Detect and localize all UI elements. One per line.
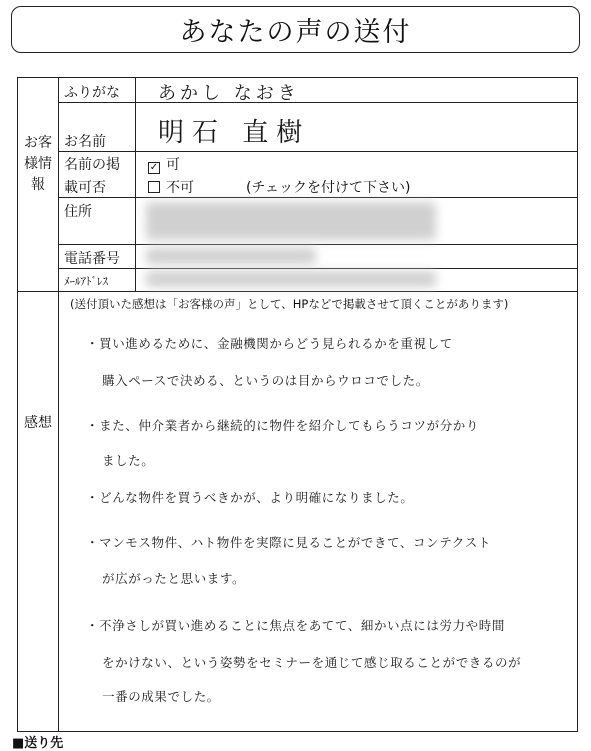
publish-option-no[interactable]: 不可 [148, 177, 194, 197]
customer-info-label: お客様情報 [24, 135, 52, 193]
comment-line: 購入ペースで決める、というのは目からウロコでした。 [102, 373, 429, 388]
publish-option-yes[interactable]: ✓ 可 [149, 157, 180, 173]
footer-heading: ■送り先 [12, 736, 64, 751]
name-label: お名前 [64, 134, 106, 150]
divider [58, 197, 577, 198]
page-title: あなたの声の送付 [11, 6, 580, 53]
comment-line: ・不浄さしが買い進めることに焦点をあてて、細かい点には労力や時間 [86, 618, 505, 633]
comment-line: ・また、仲介業者から継続的に物件を紹介してもらうコツが分かり [86, 418, 480, 433]
divider [18, 291, 577, 292]
comment-line: 一番の成果でした。 [102, 689, 220, 704]
impressions-notice: (送付頂いた感想は「お客様の声」として、HPなどで掲載させて頂くことがあります) [70, 297, 509, 311]
address-label: 住所 [64, 204, 92, 220]
publish-label-line2: 載可否 [64, 180, 106, 196]
divider [58, 268, 577, 269]
check-note: (チェックを付けて下さい) [246, 180, 411, 196]
divider [135, 78, 136, 291]
voice-form [17, 77, 578, 732]
comment-line: ・マンモス物件、ハト物件を実際に見ることができて、コンテクスト [86, 535, 491, 550]
divider [58, 78, 59, 291]
redacted-address [146, 202, 436, 240]
name-value: 明石 直樹 [158, 118, 311, 148]
phone-label: 電話番号 [64, 251, 120, 267]
redacted-email [146, 271, 436, 287]
comment-line: ・どんな物件を買うべきかが、より明確になりました。 [86, 490, 414, 505]
furigana-value: あかし なおき [158, 83, 300, 104]
impressions-label: 感想 [24, 415, 52, 431]
comment-line: ・買い進めるために、金融機関からどう見られるかを重視して [86, 336, 453, 351]
comment-line: をかけない、という姿勢をセミナーを通じて感じ取ることができるのが [102, 655, 522, 670]
checkbox-checked-icon: ✓ [149, 162, 159, 173]
redacted-phone [146, 248, 316, 264]
checkbox-empty-icon [148, 181, 160, 193]
divider [58, 244, 577, 245]
divider [58, 151, 577, 152]
publish-label-line1: 名前の掲 [64, 157, 120, 173]
comment-line: ました。 [102, 453, 155, 468]
divider [58, 291, 59, 731]
furigana-label: ふりがな [64, 85, 120, 101]
email-label: ﾒｰﾙｱﾄﾞﾚｽ [64, 275, 108, 288]
divider [58, 102, 577, 103]
comment-line: が広がったと思います。 [102, 571, 246, 586]
